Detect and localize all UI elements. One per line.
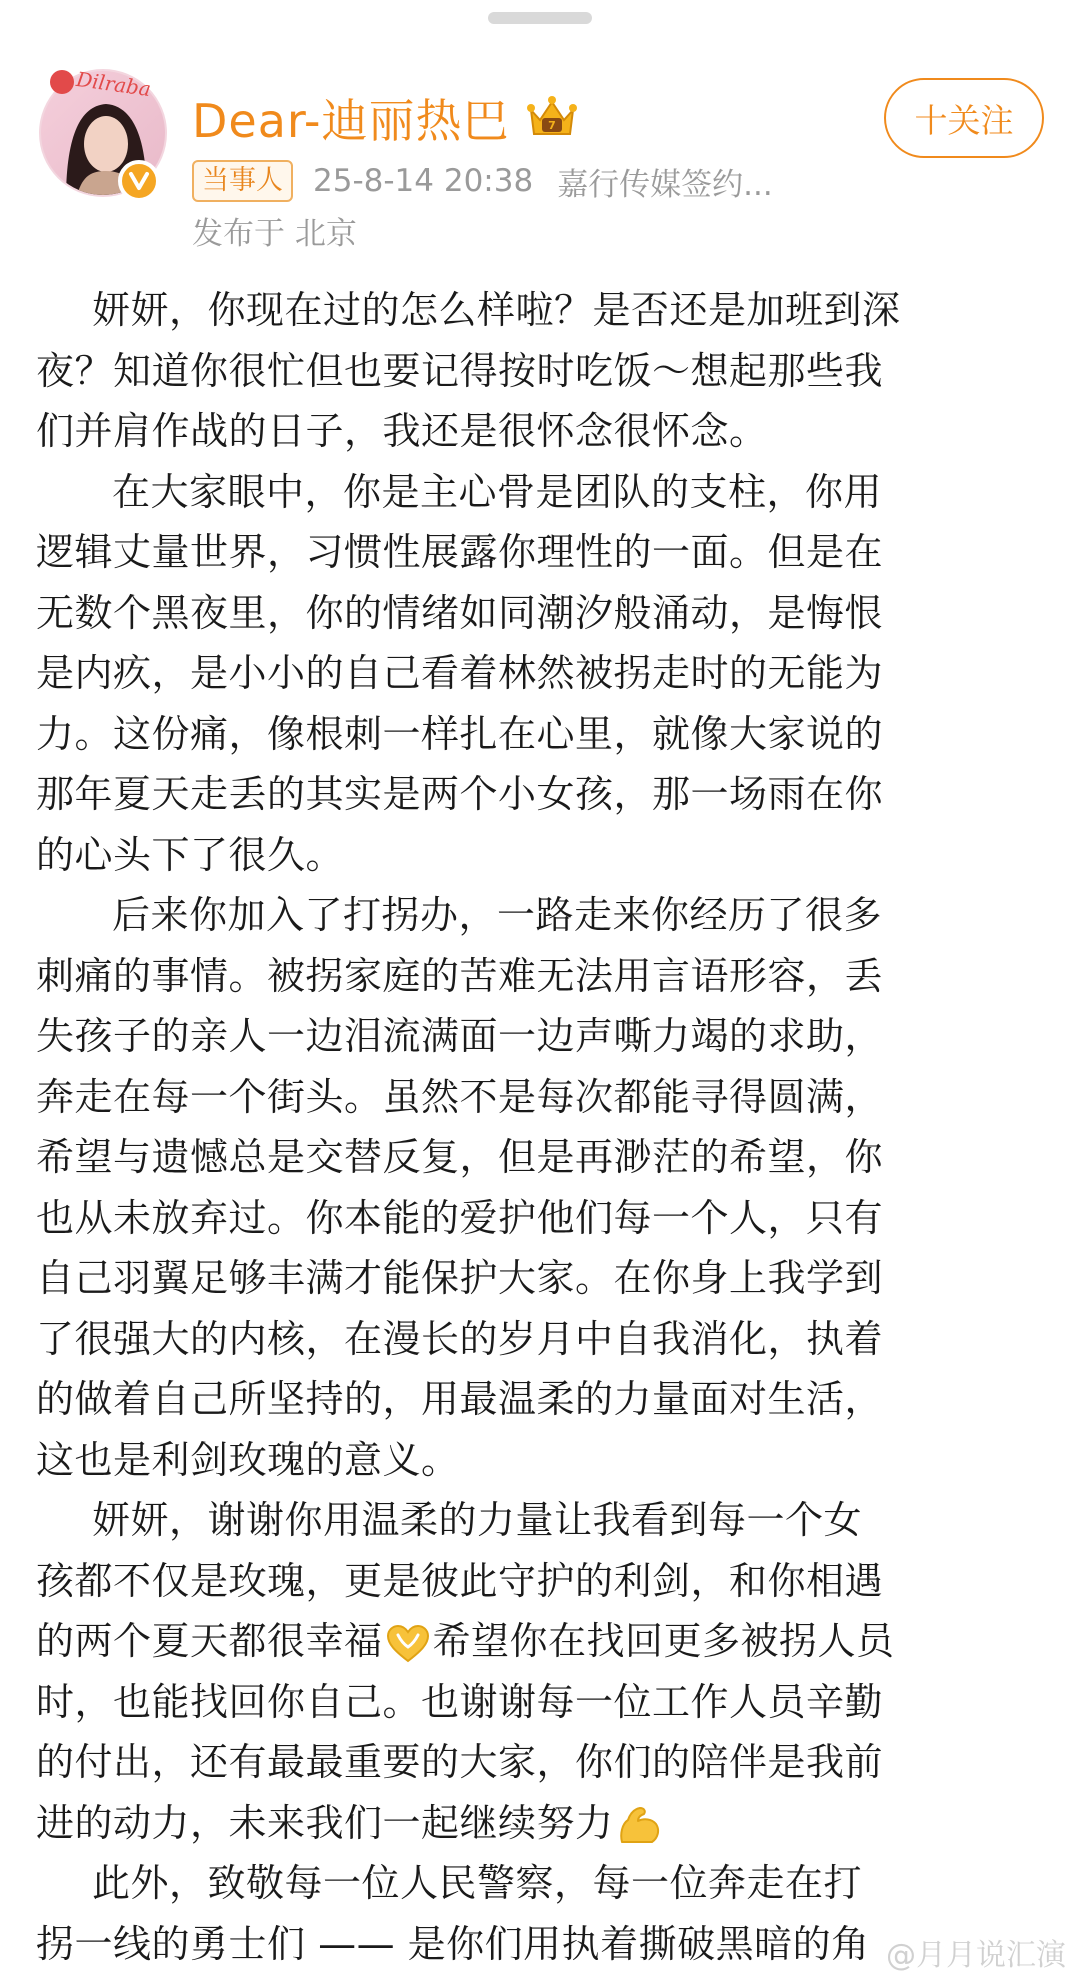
- post-line: 那年夏天走丢的其实是两个小女孩，那一场雨在你: [36, 772, 884, 816]
- follow-button[interactable]: 十关注: [884, 78, 1044, 158]
- post-line-part: 的两个夏天都很幸福: [36, 1619, 383, 1663]
- post-line: 妍妍，谢谢你用温柔的力量让我看到每一个女: [92, 1498, 863, 1542]
- post-line: 希望与遗憾总是交替反复，但是再渺茫的希望，你: [36, 1135, 884, 1179]
- username[interactable]: Dear-迪丽热巴: [192, 94, 510, 148]
- crown-icon: [525, 94, 579, 142]
- post-line: 逻辑丈量世界，习惯性展露你理性的一面。但是在: [36, 530, 884, 574]
- post-header: [0, 60, 1080, 260]
- watermark-text: @月月说汇演: [886, 1938, 1066, 1973]
- post-line: 妍妍，你现在过的怎么样啦？是否还是加班到深: [92, 288, 901, 332]
- post-line: 夜？知道你很忙但也要记得按时吃饭～想起那些我: [36, 348, 884, 393]
- post-line: 后来你加入了打拐办，一路走来你经历了很多: [112, 893, 883, 937]
- post-line: 的做着自己所坚持的，用最温柔的力量面对生活，: [36, 1377, 884, 1421]
- post-line: 时，也能找回你自己。也谢谢每一位工作人员辛勤: [36, 1679, 884, 1724]
- svg-text:Dilraba: Dilraba: [74, 66, 153, 102]
- watermark: [886, 1930, 1066, 1974]
- post-location: 发布于 北京: [192, 216, 357, 252]
- svg-text:7: 7: [548, 119, 557, 132]
- flexed-biceps-emoji-icon: [616, 1804, 662, 1846]
- post-line: 的付出，还有最最重要的大家，你们的陪伴是我前: [36, 1740, 884, 1784]
- post-line: 们并肩作战的日子，我还是很怀念很怀念。: [36, 409, 768, 453]
- heart-hands-emoji-icon: [385, 1623, 431, 1665]
- post-line: 是内疚，是小小的自己看着林然被拐走时的无能为: [36, 651, 884, 695]
- post-line-part: 希望你在找回更多被拐人员: [432, 1619, 895, 1663]
- post-meta: [192, 158, 773, 204]
- username-row: [192, 88, 579, 148]
- post-line: 也从未放弃过。你本能的爱护他们每一个人，只有: [36, 1195, 884, 1240]
- post-line: 刺痛的事情。被拐家庭的苦难无法用言语形容，丢: [36, 953, 884, 998]
- post-line: 力。这份痛，像根刺一样扎在心里，就像大家说的: [36, 711, 884, 756]
- post-line: 这也是利剑玫瑰的意义。: [36, 1437, 460, 1482]
- post-line: 的心头下了很久。: [36, 832, 345, 877]
- post-line: 此外，致敬每一位人民警察，每一位奔走在打: [92, 1861, 863, 1905]
- post-line: [36, 1793, 1046, 1854]
- dilraba-logo: [46, 60, 156, 106]
- post-source[interactable]: 嘉行传媒签约...: [557, 166, 773, 203]
- post-line: 了很强大的内核，在漫长的岁月中自我消化，执着: [36, 1316, 884, 1361]
- post-line: [36, 1611, 1046, 1672]
- post-line: 无数个黑夜里，你的情绪如同潮汐般涌动，是悔恨: [36, 590, 884, 635]
- post-line: 孩都不仅是玫瑰，更是彼此守护的利剑，和你相遇: [36, 1558, 884, 1603]
- party-tag-badge: 当事人: [192, 160, 293, 202]
- post-line: 拐一线的勇士们 —— 是你们用执着撕破黑暗的角: [36, 1921, 870, 1966]
- post-line-part: 进的动力，未来我们一起继续努力: [36, 1800, 614, 1845]
- sheet-drag-handle[interactable]: [488, 12, 592, 24]
- post-line: 在大家眼中，你是主心骨是团队的支柱，你用: [112, 469, 883, 514]
- post-line: 自己羽翼足够丰满才能保护大家。在你身上我学到: [36, 1256, 884, 1300]
- post-line: 奔走在每一个街头。虽然不是每次都能寻得圆满，: [36, 1074, 884, 1119]
- verified-badge-icon: [118, 160, 160, 202]
- post-time: 25-8-14 20:38: [313, 163, 534, 199]
- post-line: 失孩子的亲人一边泪流满面一边声嘶力竭的求助，: [36, 1014, 884, 1058]
- post-body: [36, 280, 1046, 1974]
